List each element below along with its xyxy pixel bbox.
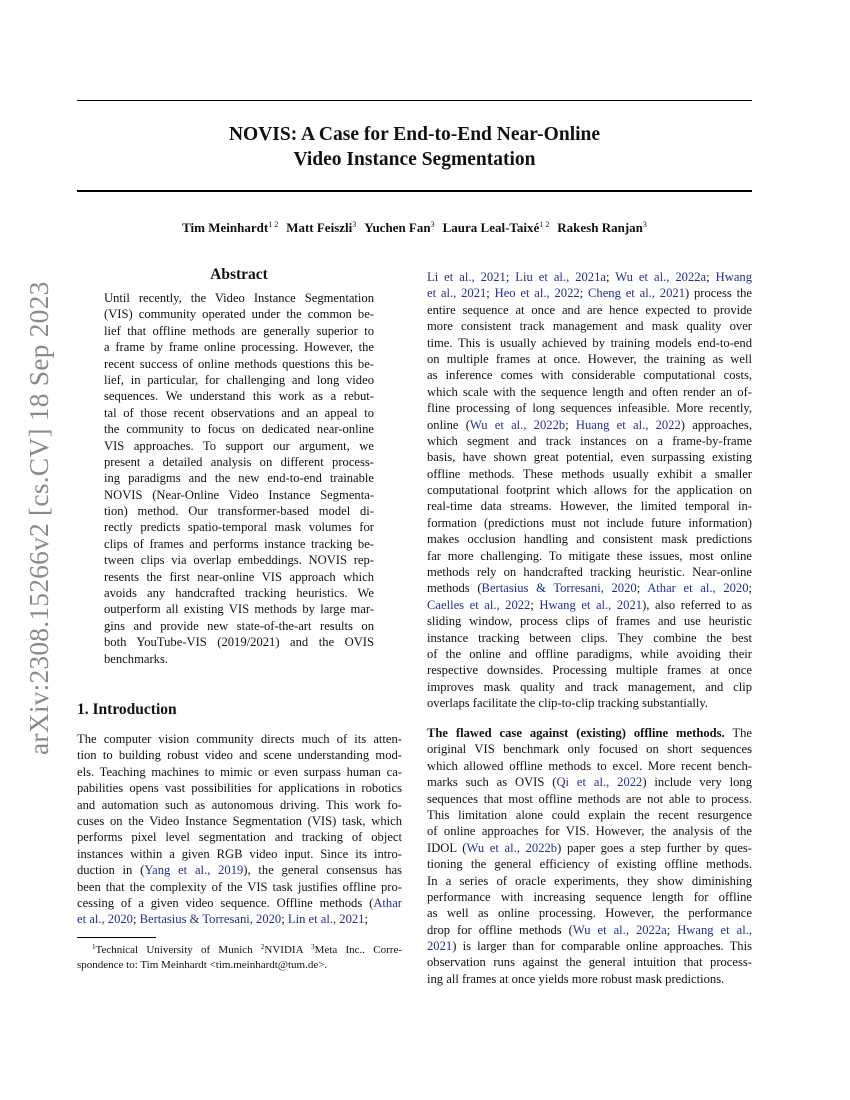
- paper-title-line-1: NOVIS: A Case for End-to-End Near-Online: [228, 124, 601, 145]
- text-line: The flawed case against (existing) offline methods. The: [427, 726, 752, 740]
- text-line: tal of those recent observations and an appeal to: [104, 405, 374, 420]
- citation-link[interactable]: Wu et al., 2022b: [466, 840, 558, 855]
- text-line: lief that offline methods are generally superior to: [104, 323, 374, 338]
- citation-link[interactable]: Huang et al., 2022: [575, 417, 681, 432]
- text-line: respective downsides. Processing multiple frames at once: [427, 663, 752, 678]
- text-line: pabilities opens vast possibilities for applications in robotics: [77, 781, 402, 796]
- text-line: drop for offline methods (Wu et al., 2022a; Hwang et al.,: [427, 922, 752, 937]
- citation-link[interactable]: Lin et al., 2021: [287, 912, 365, 927]
- footnote-marker: 2: [260, 943, 265, 951]
- text-line: tween clips via overlap embeddings. NOVIS rep-: [104, 553, 374, 568]
- citation-link[interactable]: Hwang et al.,: [677, 922, 752, 937]
- citation-link[interactable]: Li et al., 2021: [427, 270, 506, 284]
- text-line: tion to building robust video and scene understanding mod-: [77, 748, 402, 763]
- text-line: els. Teaching machines to mimic or even surpass human ca-: [77, 764, 402, 779]
- text-line: formation (predictions must not include future information): [427, 515, 752, 530]
- text-line: real-time data streams. However, the limited temporal in-: [427, 499, 752, 514]
- citation-link[interactable]: Hwang et al., 2021: [539, 597, 643, 612]
- author-name: Yuchen Fan$^3$: [364, 220, 435, 235]
- footnote-affiliations: $^1$Technical University of Munich $^2$NVIDIA $^3$Meta Inc.. Corre-: [92, 943, 403, 956]
- text-line: basis, have shown great potential, even surpassing existing: [427, 450, 752, 465]
- paper-title: [77, 122, 752, 172]
- text-line: benchmarks.: [104, 651, 168, 666]
- citation-link[interactable]: Athar: [373, 895, 402, 910]
- citation-link[interactable]: Yang et al., 2019: [144, 863, 244, 878]
- abstract-heading: Abstract: [210, 266, 268, 283]
- text-line: cessing of a given video sequence. Offline methods (Athar: [77, 895, 402, 910]
- author-affiliation: 3: [430, 220, 435, 229]
- text-line: lief, in particular, for challenging and long video: [104, 372, 374, 387]
- text-line: sequences that most offline methods are not able to process.: [427, 791, 752, 806]
- text-line: entire sequence at once and are hence expected to provide: [427, 302, 752, 317]
- text-line: ing paradigms and the new end-to-end trainable: [104, 471, 374, 486]
- text-line: more consistent track management and mask quality over: [427, 319, 752, 334]
- text-line: far more challenging. To mitigate these issues, most online: [427, 548, 752, 563]
- text-line: observation runs against the general intuition that process-: [427, 955, 752, 970]
- flawed-case-paragraph: [427, 725, 752, 987]
- text-line: duction in (Yang et al., 2019), the general consensus has: [77, 863, 403, 878]
- text-line: a frame by frame online processing. However, the: [104, 340, 374, 355]
- citation-link[interactable]: et al., 2020: [77, 912, 133, 927]
- text-line: instance tracking between clips. They combine the best: [427, 630, 752, 645]
- text-line: which scale with the sequence length and often render an of-: [427, 384, 752, 399]
- text-line: rectly predicts spatio-temporal mask volumes for: [104, 520, 374, 535]
- text-line: (VIS) community operated under the common be-: [104, 307, 374, 322]
- text-line: makes occlusion handling and consistent mask predictions: [427, 532, 752, 547]
- text-line: of the online and offline paradigms, while avoiding their: [427, 646, 752, 661]
- text-line: as inference comes with considerable computational costs,: [427, 368, 752, 383]
- right-column-body: [427, 269, 752, 712]
- text-line: outperform all existing VIS methods by large mar-: [104, 602, 374, 617]
- text-line: on multiple frames at once. However, the training as well: [427, 351, 752, 366]
- text-line: Caelles et al., 2022; Hwang et al., 2021), also referred to as: [427, 597, 752, 612]
- citation-link[interactable]: Wu et al., 2022a: [572, 922, 667, 937]
- text-line: both YouTube-VIS (2019/2021) and the OVIS: [104, 635, 374, 650]
- citation-link[interactable]: Hwang: [715, 270, 752, 284]
- citation-link[interactable]: Wu et al., 2022b: [469, 417, 566, 432]
- text-line: methods rely on handcrafted tracking heuristic. Near-online: [427, 565, 752, 580]
- text-line: overlaps facilitate the clip-to-clip tracking substantially.: [427, 696, 709, 711]
- citation-link[interactable]: 2021: [427, 939, 453, 954]
- text-line: 2021) is larger than for comparable online approaches. This: [427, 939, 752, 954]
- text-line: et al., 2021; Heo et al., 2022; Cheng et al., 2021) process the: [427, 286, 752, 301]
- text-line: tion) method. Our transformer-based model di-: [104, 504, 374, 519]
- text-line: been that the complexity of the VIS task justifies offline pro-: [77, 879, 402, 894]
- text-line: of online approaches for VIS. However, the analysis of the: [427, 824, 752, 839]
- text-line: sequences. We understand this work as a rebut-: [104, 389, 374, 404]
- title-top-rule: [77, 100, 752, 101]
- citation-link[interactable]: Caelles et al., 2022: [427, 597, 531, 612]
- author-list: [77, 220, 752, 236]
- footnote: [77, 940, 402, 972]
- text-line: The computer vision community directs much of its atten-: [77, 732, 402, 746]
- text-line: cuses on the Video Instance Segmentation (VIS) task, which: [77, 813, 402, 828]
- text-line: NOVIS (Near-Online Video Instance Segmenta-: [104, 487, 374, 502]
- text-line: VIS approaches. To support our argument, we: [104, 438, 374, 453]
- citation-link[interactable]: Cheng et al., 2021: [588, 286, 685, 301]
- paper-title-line-2: Video Instance Segmentation: [293, 149, 536, 170]
- text-line: recent success of online methods questions this be-: [104, 356, 374, 371]
- footnote-marker: 1: [92, 943, 96, 951]
- citation-link[interactable]: et al., 2021: [427, 286, 487, 301]
- text-line: performance with increasing sequence length for offline: [427, 889, 752, 904]
- text-line: Li et al., 2021; Liu et al., 2021a; Wu et al., 2022a; Hwang: [427, 270, 752, 284]
- text-line: avoids any handcrafted tracking heuristics. We: [104, 586, 374, 601]
- text-line: performs pixel level segmentation and tracking of object: [77, 830, 402, 845]
- author-affiliation: 1 2: [268, 220, 279, 229]
- citation-link[interactable]: Athar et al., 2020: [647, 581, 749, 596]
- text-line: improves mask quality and track management, and clip: [427, 679, 752, 694]
- text-line: Until recently, the Video Instance Segmentation: [104, 291, 374, 305]
- text-line: which segment and track instances on a frame-by-frame: [427, 433, 752, 448]
- text-line: IDOL (Wu et al., 2022b) paper goes a step further by ques-: [427, 840, 753, 855]
- text-line: gins and provide new state-of-the-art results on: [104, 618, 374, 633]
- title-bottom-rule: [77, 190, 752, 192]
- citation-link[interactable]: Wu et al., 2022a: [615, 270, 707, 284]
- text-line: sliding window, process clips of frames and use heuristic: [427, 614, 752, 629]
- text-line: In a series of oracle experiments, they show diminishing: [427, 873, 752, 888]
- text-line: present a detailed analysis on different process-: [104, 454, 374, 469]
- author-affiliation: 1 2: [539, 220, 550, 229]
- citation-link[interactable]: Qi et al., 2022: [556, 775, 643, 790]
- text-line: This limitation alone could explain the recent resurgence: [427, 807, 752, 822]
- text-line: fline processing of long sequences infeasible. More recently,: [427, 401, 752, 416]
- text-line: as well as online processing. However, the performance: [427, 906, 752, 921]
- text-line: resents the first near-online VIS approach which: [104, 569, 374, 584]
- text-line: clips of frames and performs instance tracking be-: [104, 536, 374, 551]
- author-affiliation: 3: [642, 220, 647, 229]
- abstract-body: [104, 290, 374, 667]
- text-line: and automation such as autonomous driving. This work fo-: [77, 797, 402, 812]
- author-name: Laura Leal-Taixé$^{1 2}$: [442, 220, 550, 235]
- author-name: Rakesh Ranjan$^3$: [557, 220, 647, 235]
- introduction-body: [77, 731, 402, 928]
- footnote-rule: [77, 937, 156, 938]
- citation-link[interactable]: Bertasius & Torresani, 2020: [481, 581, 637, 596]
- text-line: original VIS benchmark only focused on short sequences: [427, 742, 752, 757]
- text-line: which allowed offline methods to excel. More recent bench-: [427, 758, 752, 773]
- citation-link[interactable]: Bertasius & Torresani, 2020: [139, 912, 282, 927]
- text-line: methods (Bertasius & Torresani, 2020; Athar et al., 2020;: [427, 581, 753, 596]
- introduction-heading: 1. Introduction: [77, 701, 177, 718]
- author-name: Tim Meinhardt$^{1 2}$: [182, 220, 279, 235]
- author-name: Matt Feiszli$^3$: [286, 220, 357, 235]
- footnote-correspondence: spondence to: Tim Meinhardt <tim.meinhardt@tum.de>.: [77, 958, 328, 971]
- text-line: online (Wu et al., 2022b; Huang et al., 2022) approaches,: [427, 417, 752, 432]
- text-line: marks such as OVIS (Qi et al., 2022) include very long: [427, 775, 753, 790]
- citation-link[interactable]: Liu et al., 2021a: [515, 270, 606, 284]
- text-line: offline methods. These methods usually exhibit a smaller: [427, 466, 752, 481]
- run-in-heading: The flawed case against (existing) offline methods.: [427, 726, 725, 740]
- arxiv-stamp: arXiv:2308.15266v2 [cs.CV] 18 Sep 2023: [23, 281, 54, 755]
- footnote-marker: 3: [311, 943, 315, 951]
- text-line: ing all frames at once yields more robust mask predictions.: [427, 971, 725, 986]
- text-line: computational footprint which allows for the application on: [427, 483, 752, 498]
- text-line: et al., 2020; Bertasius & Torresani, 2020; Lin et al., 2021;: [77, 912, 368, 927]
- text-line: time. This is usually achieved by training models end-to-end: [427, 335, 752, 350]
- author-affiliation: 3: [352, 220, 357, 229]
- text-line: instances within a given RGB video input. Since its intro-: [77, 846, 402, 861]
- text-line: tioning the general efficiency of existing offline methods.: [427, 857, 752, 872]
- citation-link[interactable]: Heo et al., 2022: [494, 286, 580, 301]
- text-line: the community to focus on dedicated near-online: [104, 422, 374, 437]
